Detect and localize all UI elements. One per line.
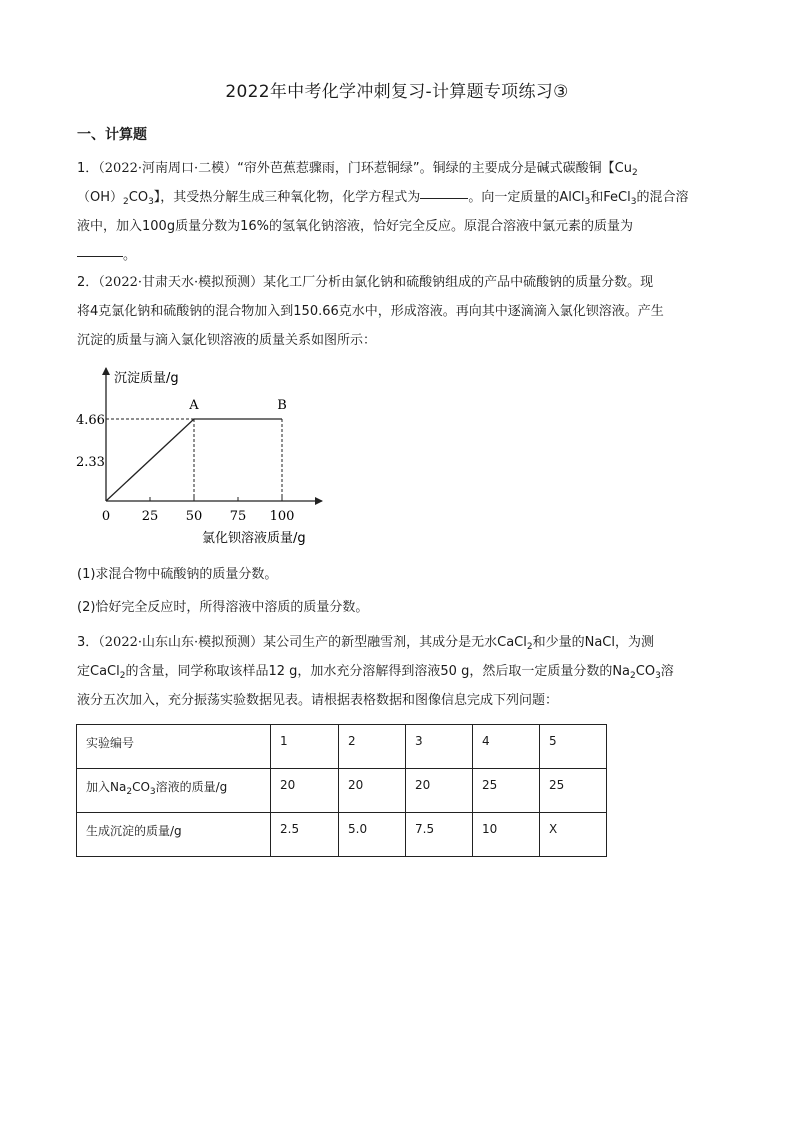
table-header-row bbox=[77, 725, 607, 769]
subscript: 2 bbox=[631, 168, 638, 178]
q2-line-3: 沉淀的质量与滴入氯化钡溶液的质量关系如图所示： bbox=[77, 333, 377, 348]
precipitate-chart bbox=[74, 360, 334, 550]
table-row-label: 生成沉淀的质量/g bbox=[77, 813, 271, 857]
subscript: 3 bbox=[149, 787, 156, 797]
subscript: 3 bbox=[630, 197, 637, 207]
y-tick-label: 4.66 bbox=[76, 413, 105, 428]
q2-text: 某化工厂分析由氯化钠和硫酸钠组成的产品中硫酸钠的质量分数。现 bbox=[263, 275, 654, 290]
q1-text: 和FeCl bbox=[590, 190, 631, 205]
subscript: 3 bbox=[655, 671, 661, 681]
q2-line-2: 将4克氯化钠和硫酸钠的混合物加入到150.66克水中，形成溶液。再向其中逐滴滴入氯化钡溶液。产生 bbox=[77, 304, 664, 319]
subscript: 2 bbox=[526, 642, 533, 652]
question-2 bbox=[77, 268, 717, 355]
table-cell: 10 bbox=[473, 813, 540, 857]
table-cell: 25 bbox=[540, 769, 607, 813]
q3-text: CO bbox=[635, 664, 656, 679]
table-cell: 5 bbox=[540, 725, 607, 769]
q2-number: 2． bbox=[77, 275, 99, 290]
table-cell: 5.0 bbox=[339, 813, 406, 857]
q3-line-1 bbox=[77, 628, 717, 657]
q3-source: （2022·山东山东·模拟预测） bbox=[98, 635, 264, 650]
subscript: 3 bbox=[584, 197, 591, 207]
page-title: 2022年中考化学冲刺复习-计算题专项练习③ bbox=[225, 82, 569, 102]
q1-line-2 bbox=[77, 183, 717, 212]
label-text: 溶液的质量/g bbox=[155, 780, 228, 794]
q1-text: 。 bbox=[123, 248, 137, 263]
table-cell: 20 bbox=[406, 769, 473, 813]
table-cell: 7.5 bbox=[406, 813, 473, 857]
q1-text: CO bbox=[128, 190, 149, 205]
table-cell: X bbox=[540, 813, 607, 857]
q1-line-4 bbox=[77, 241, 717, 270]
table-cell: 25 bbox=[473, 769, 540, 813]
table-cell: 20 bbox=[271, 769, 339, 813]
q2-source: （2022·甘肃天水·模拟预测） bbox=[98, 275, 264, 290]
answer-blank[interactable] bbox=[420, 197, 468, 199]
q1-line-3: 液中，加入100g质量分数为16%的氢氧化钠溶液，恰好完全反应。原混合溶液中氯元素的质量为 bbox=[77, 219, 633, 234]
q3-line-3: 液分五次加入，充分振荡实验数据见表。请根据表格数据和图像信息完成下列问题： bbox=[77, 693, 559, 708]
subscript: 2 bbox=[119, 671, 126, 681]
q2-sub-1: (1)求混合物中硫酸钠的质量分数。 bbox=[77, 567, 278, 582]
label-text: CO bbox=[132, 780, 150, 794]
x-tick-label: 25 bbox=[141, 509, 159, 524]
table-row bbox=[77, 769, 607, 813]
q3-text: 某公司生产的新型融雪剂，其成分是无水CaCl bbox=[263, 635, 527, 650]
q2-sub-2: (2)恰好完全反应时，所得溶液中溶质的质量分数。 bbox=[77, 600, 369, 615]
series-line-segment bbox=[106, 419, 194, 501]
table-cell: 20 bbox=[339, 769, 406, 813]
y-tick-label: 2.33 bbox=[76, 455, 105, 470]
q3-number: 3． bbox=[77, 635, 99, 650]
q1-number: 1． bbox=[77, 161, 99, 176]
table-cell: 3 bbox=[406, 725, 473, 769]
y-axis-label: 沉淀质量/g bbox=[114, 371, 179, 386]
x-tick-label: 50 bbox=[185, 509, 203, 524]
table-cell: 4 bbox=[473, 725, 540, 769]
experiment-table bbox=[76, 724, 607, 857]
subscript: 3 bbox=[148, 197, 154, 207]
x-tick-label: 0 bbox=[101, 509, 111, 524]
subscript: 2 bbox=[126, 787, 133, 797]
point-label: A bbox=[189, 398, 199, 413]
subscript: 2 bbox=[123, 197, 129, 207]
q1-text: 的混合溶 bbox=[636, 190, 689, 205]
q1-text: “帘外芭蕉惹骤雨，门环惹铜绿”。铜绿的主要成分是碱式碳酸铜【Cu bbox=[237, 161, 632, 176]
q1-text: 。向一定质量的AlCl bbox=[468, 190, 585, 205]
answer-blank[interactable] bbox=[77, 255, 123, 257]
table-row-label bbox=[77, 769, 271, 813]
q3-line-2 bbox=[77, 657, 717, 686]
table-cell: 1 bbox=[271, 725, 339, 769]
section-heading: 一、计算题 bbox=[77, 127, 147, 143]
q1-line-1 bbox=[77, 154, 717, 183]
x-axis-label: 氯化钡溶液质量/g bbox=[202, 531, 306, 546]
question-1 bbox=[77, 154, 717, 270]
x-tick-label: 75 bbox=[229, 509, 247, 524]
table-cell: 2 bbox=[339, 725, 406, 769]
q3-text: 定CaCl bbox=[77, 664, 120, 679]
question-2-parts bbox=[77, 560, 717, 622]
point-label: B bbox=[277, 398, 287, 413]
question-3 bbox=[77, 628, 717, 715]
q2-line-1 bbox=[77, 268, 717, 297]
subscript: 2 bbox=[630, 671, 636, 681]
table-cell: 实验编号 bbox=[77, 725, 271, 769]
q1-source: （2022·河南周口·二模） bbox=[98, 161, 238, 176]
x-tick-label: 100 bbox=[269, 509, 295, 524]
q3-text: 和少量的NaCl，为测 bbox=[532, 635, 654, 650]
q1-text: （OH） bbox=[77, 190, 124, 205]
table-row bbox=[77, 813, 607, 857]
q3-text: 溶 bbox=[660, 664, 674, 679]
q1-text: 】，其受热分解生成三种氧化物，化学方程式为 bbox=[153, 190, 421, 205]
table-cell: 2.5 bbox=[271, 813, 339, 857]
label-text: 加入Na bbox=[86, 780, 127, 794]
q3-text: 的含量，同学称取该样品12 g，加水充分溶解得到溶液50 g，然后取一定质量分数的Na bbox=[125, 664, 631, 679]
